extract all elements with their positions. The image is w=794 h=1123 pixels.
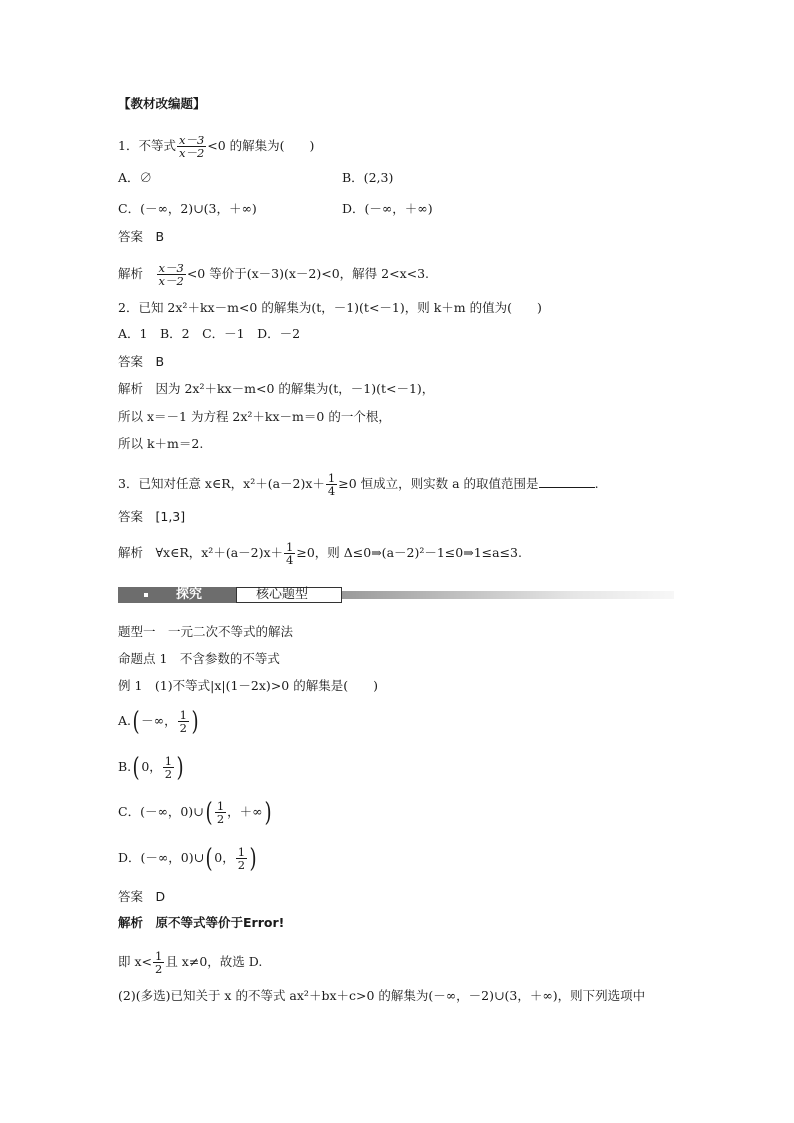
ex1-b-num: 1 [164, 754, 173, 768]
ex1-b-inner: 0， [141, 759, 162, 774]
q2-answer: 答案 B [118, 354, 165, 369]
ex1-a-num: 1 [179, 708, 187, 722]
q1-frac-num: x－3 [178, 133, 205, 147]
q3-end: . [594, 476, 599, 491]
left-paren: ( [205, 797, 213, 828]
q1-expl-frac-num: x－3 [158, 261, 184, 275]
q1-option-b: B．(2,3) [342, 170, 394, 185]
q3-answer: 答案 [1,3] [118, 509, 186, 524]
ex1-concl-num: 1 [155, 949, 163, 963]
ex1-c-tail: ，＋∞ [227, 804, 263, 819]
bullet-icon [144, 593, 148, 597]
q1-expl-fraction [157, 262, 186, 287]
ex1-b-den: 2 [164, 767, 173, 781]
type-heading: 题型一 一元二次不等式的解法 [118, 624, 294, 639]
q2-explanation-1: 解析 因为 2x²＋kx－m<0 的解集为(t，－1)(t<－1)， [118, 381, 435, 396]
q3-frac-den: 4 [327, 484, 336, 498]
q2-options: A．1 B．2 C．－1 D．－2 [118, 326, 301, 341]
right-paren: ) [191, 706, 199, 737]
point-heading: 命题点 1 不含参数的不等式 [118, 651, 280, 666]
ex1-c-num: 1 [216, 799, 225, 813]
ex1-a-fraction [178, 709, 189, 734]
ex1-concl-prefix: 即 x< [118, 954, 152, 969]
question-3 [118, 472, 599, 497]
q1-explanation [118, 262, 429, 287]
ex1-c-den: 2 [216, 812, 225, 826]
ex1-d-den: 2 [237, 858, 246, 872]
ex1-d-inner: 0， [214, 850, 235, 865]
q3-fraction [326, 472, 337, 497]
q3-expl-frac-den: 4 [286, 553, 294, 567]
ex1-concl-fraction [153, 950, 164, 975]
ex1-d-prefix: D．(－∞，0)∪ [118, 850, 205, 865]
example-1-question: 例 1 (1)不等式|x|(1－2x)>0 的解集是( ) [118, 678, 378, 693]
ex1-explanation: 解析 原不等式等价于Error! [118, 915, 285, 930]
left-paren: ( [132, 752, 140, 783]
q1-option-d: D．(－∞，＋∞) [342, 201, 433, 216]
ex1-a-den: 2 [179, 721, 187, 735]
q3-suffix: ≥0 恒成立，则实数 a 的取值范围是 [338, 476, 539, 491]
left-paren: ( [205, 843, 213, 874]
q2-explanation-3: 所以 k＋m＝2. [118, 436, 204, 451]
ex1-option-b [118, 752, 185, 782]
ex1-concl-suffix: 且 x≠0，故选 D. [165, 954, 263, 969]
ex1-a-prefix: A. [118, 713, 132, 728]
right-paren: ) [176, 752, 184, 783]
question-2: 2．已知 2x²＋kx－m<0 的解集为(t，－1)(t<－1)，则 k＋m 的值为( ) [118, 300, 542, 315]
ex1-c-prefix: C．(－∞，0)∪ [118, 804, 204, 819]
q1-option-c: C．(－∞，2)∪(3，＋∞) [118, 201, 257, 216]
ex1-concl-den: 2 [155, 962, 163, 976]
q1-prefix: 1．不等式 [118, 138, 176, 153]
example-1-part-2: (2)(多选)已知关于 x 的不等式 ax²＋bx＋c>0 的解集为(－∞，－2)∪(3，＋∞)，则下列选项中 [118, 988, 646, 1003]
left-paren: ( [132, 706, 140, 737]
q3-expl-frac-num: 1 [286, 540, 294, 554]
ex1-b-prefix: B. [118, 759, 132, 774]
right-paren: ) [264, 797, 272, 828]
section-label-explore: 探究 [176, 587, 203, 602]
question-1 [118, 134, 314, 159]
q3-expl-suffix: ≥0，则 Δ≤0⇒(a－2)²－1≤0⇒1≤a≤3. [296, 545, 522, 560]
ex1-d-fraction [236, 846, 247, 871]
section-label-core: 核心题型 [256, 587, 309, 602]
q1-expl-suffix: <0 等价于(x－3)(x－2)<0，解得 2<x<3. [186, 266, 430, 281]
ex1-b-fraction [163, 755, 174, 780]
q1-option-a: A．∅ [118, 170, 153, 185]
ex1-option-c [118, 797, 273, 827]
q1-expl-prefix: 解析 [118, 266, 156, 281]
q1-expl-frac-den: x－2 [158, 274, 184, 288]
q3-expl-fraction [284, 541, 295, 566]
q1-answer: 答案 B [118, 229, 165, 244]
ex1-c-fraction [215, 800, 226, 825]
right-paren: ) [249, 843, 257, 874]
ex1-answer: 答案 D [118, 889, 166, 904]
q3-frac-num: 1 [327, 471, 336, 485]
section-header: 【教材改编题】 [118, 96, 206, 111]
q3-answer-blank [539, 475, 595, 488]
ex1-d-num: 1 [237, 845, 246, 859]
q3-prefix: 3．已知对任意 x∈R，x²＋(a－2)x＋ [118, 476, 325, 491]
q1-frac-den: x－2 [178, 146, 205, 160]
q1-fraction [177, 134, 206, 159]
ex1-option-a [118, 706, 200, 736]
q1-suffix: <0 的解集为( ) [207, 138, 315, 153]
section-bar [118, 587, 674, 603]
q3-explanation [118, 541, 522, 566]
section-bar-gradient [342, 591, 674, 599]
ex1-option-d [118, 843, 258, 873]
ex1-conclusion [118, 950, 262, 975]
q2-explanation-2: 所以 x＝－1 为方程 2x²＋kx－m＝0 的一个根， [118, 409, 391, 424]
q3-expl-prefix: 解析 ∀x∈R，x²＋(a－2)x＋ [118, 545, 284, 560]
ex1-a-inner: －∞， [141, 713, 177, 728]
